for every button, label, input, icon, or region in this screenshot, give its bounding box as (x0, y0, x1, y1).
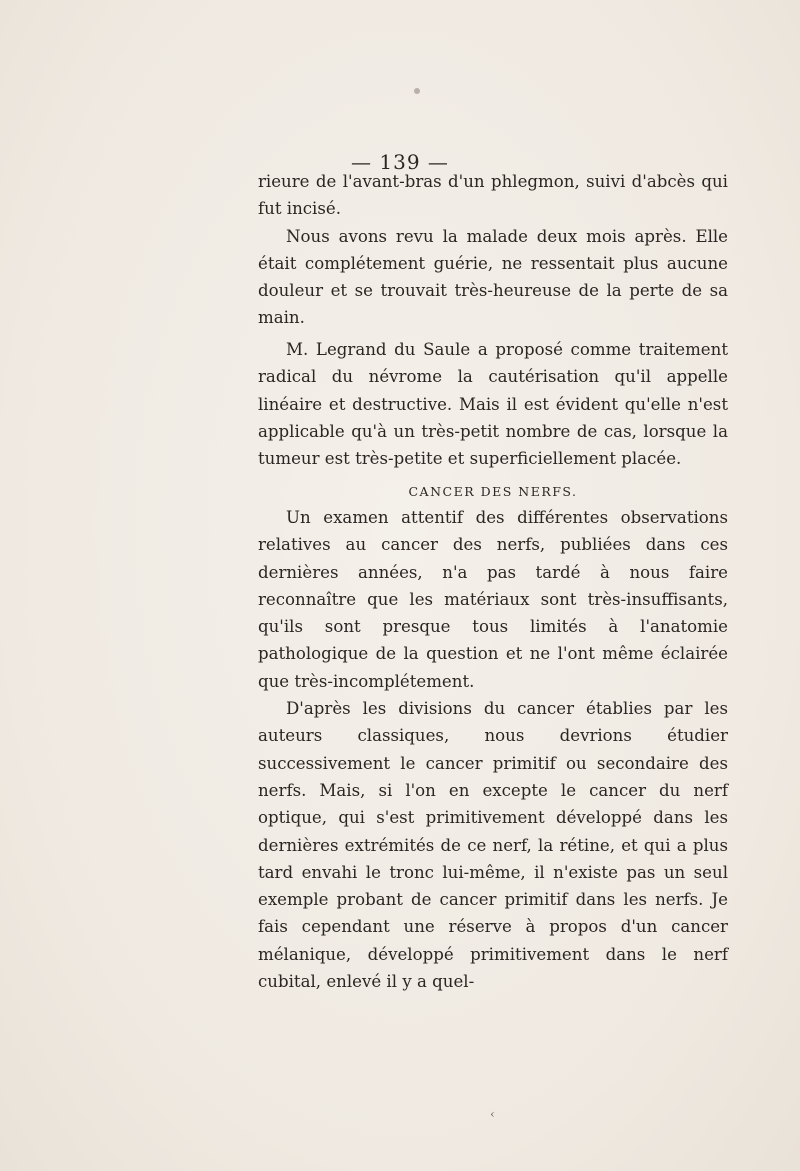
paragraph-examination: Un examen attentif des différentes observations relatives au cancer des nerfs, publiées dans ces dernières années, n'a pas tardé à nous faire reconnaître que les matériaux sont très-insuffisants, qu'ils sont presque tous limités à l'anatomie pathologique de la question et ne l'ont même éclairée que très-incomplétement. (258, 508, 728, 691)
paragraph-patient-followup: Nous avons revu la malade deux mois après. Elle était complétement guérie, ne ressentait plus aucune douleur et se trouvait très-heureuse de la perte de sa main. (258, 226, 728, 328)
page-number: — 139 — (351, 150, 449, 174)
paragraph-block-1 (258, 168, 728, 332)
section-heading: CANCER DES NERFS. (408, 484, 578, 499)
paragraph-block-3 (258, 504, 728, 995)
printer-mark: ‹ (490, 1107, 495, 1121)
paragraph-block-2 (258, 336, 728, 472)
paragraph-divisions: D'après les divisions du cancer établies par les auteurs classiques, nous devrions étudier successivement le cancer primitif ou secondaire des nerfs. Mais, si l'on en excepte le cancer du nerf optique, qui s'est primitivement développé dans les dernières extrémités de ce nerf, la rétine, et qui a plus tard envahi le tronc lui-même, il n'existe pas un seul exemple probant de cancer primitif dans les nerfs. Je fais cependant une réserve à propos d'un cancer mélanique, développé primitivement dans le nerf cubital, enlevé il y a quel- (258, 699, 728, 992)
paragraph-legrand-treatment: M. Legrand du Saule a proposé comme traitement radical du névrome la cautérisation qu'il appelle linéaire et destructive. Mais il est évident qu'elle n'est applicable qu'à un très-petit nombre de cas, lorsque la tumeur est très-petite et superficiellement placée. (258, 340, 728, 469)
paragraph-continued: rieure de l'avant-bras d'un phlegmon, suivi d'abcès qui fut incisé. (258, 172, 728, 219)
ink-spot (414, 88, 420, 94)
